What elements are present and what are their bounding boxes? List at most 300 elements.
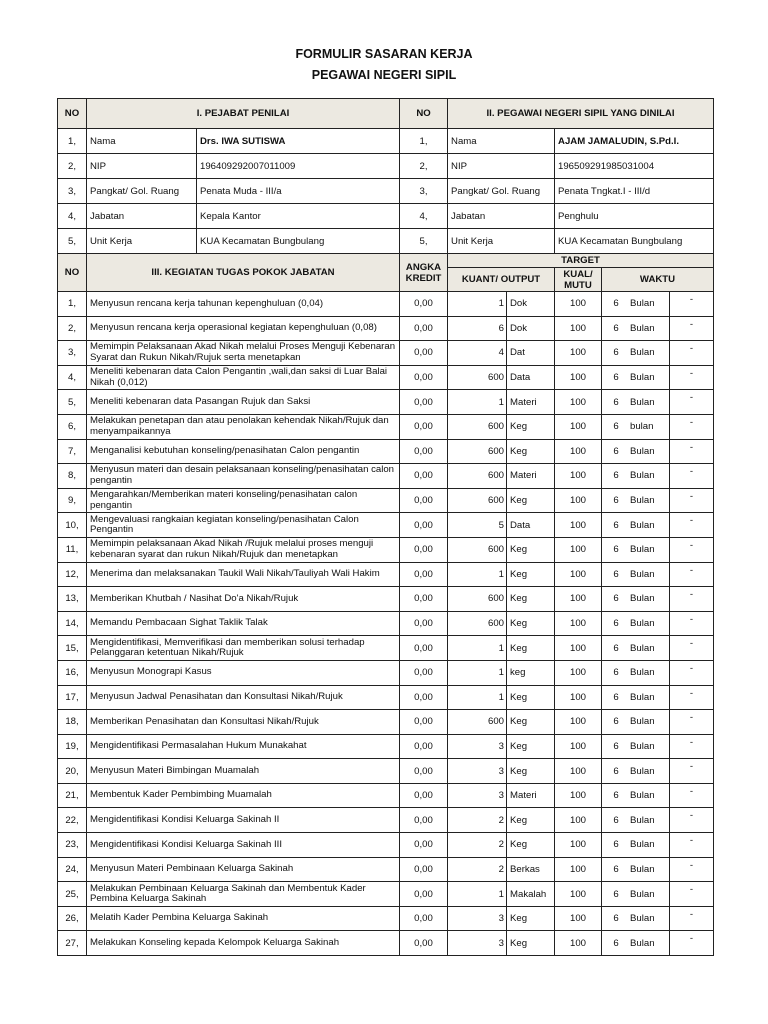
tasks-table: [57, 253, 714, 956]
waktu-header: WAKTU: [602, 268, 714, 292]
task-biaya: -: [670, 906, 714, 931]
task-angka-kredit: 0,00: [400, 734, 448, 759]
task-quantity: 1: [448, 660, 507, 685]
task-description: Memimpin pelaksanaan Akad Nikah /Rujuk melalui proses menguji kebenaran syarat dan rukun Nikah/Rujuk dan menetapkan: [87, 537, 400, 562]
task-output-unit: Keg: [507, 833, 555, 858]
task-waktu: [602, 464, 670, 489]
task-angka-kredit: 0,00: [400, 488, 448, 513]
task-quantity: 600: [448, 439, 507, 464]
task-quantity: 1: [448, 685, 507, 710]
task-no: 2,: [58, 316, 87, 341]
task-waktu: [602, 906, 670, 931]
task-description: Memberikan Penasihatan dan Konsultasi Nikah/Rujuk: [87, 710, 400, 735]
penilai-value: 196409292007011009: [197, 154, 400, 179]
task-no: 17,: [58, 685, 87, 710]
task-waktu: [602, 513, 670, 538]
task-waktu: [602, 488, 670, 513]
task-row: [58, 759, 714, 784]
task-biaya: -: [670, 292, 714, 317]
task-row: [58, 833, 714, 858]
task-row: [58, 341, 714, 366]
task-waktu-unit: Bulan: [630, 740, 655, 752]
task-description: Mengidentifikasi, Memverifikasi dan memberikan solusi terhadap Pelanggaran ketentuan Nikah/Rujuk: [87, 636, 400, 661]
task-no: 21,: [58, 783, 87, 808]
task-waktu: [602, 611, 670, 636]
task-waktu-value: 6: [613, 568, 619, 580]
task-row: [58, 660, 714, 685]
penilai-label: Nama: [87, 129, 197, 154]
task-no: 5,: [58, 390, 87, 415]
task-waktu-unit: Bulan: [630, 593, 655, 605]
kual-label: KUAL/: [563, 268, 593, 280]
task-no: 11,: [58, 537, 87, 562]
task-description: Menyusun Monograpi Kasus: [87, 660, 400, 685]
task-no: 27,: [58, 931, 87, 956]
task-waktu-value: 6: [613, 445, 619, 457]
task-quantity: 1: [448, 390, 507, 415]
task-quantity: 3: [448, 759, 507, 784]
task-quantity: 6: [448, 316, 507, 341]
task-output-unit: Keg: [507, 808, 555, 833]
penilai-value: Penata Muda - III/a: [197, 179, 400, 204]
task-row: [58, 685, 714, 710]
task-kual-mutu: 100: [555, 611, 602, 636]
dinilai-label: Jabatan: [448, 204, 555, 229]
task-row: [58, 857, 714, 882]
task-no: 26,: [58, 906, 87, 931]
task-row: [58, 882, 714, 907]
task-angka-kredit: 0,00: [400, 710, 448, 735]
task-angka-kredit: 0,00: [400, 685, 448, 710]
task-row: [58, 783, 714, 808]
task-kual-mutu: 100: [555, 931, 602, 956]
task-description: Memandu Pembacaan Sighat Taklik Talak: [87, 611, 400, 636]
task-quantity: 3: [448, 734, 507, 759]
task-biaya: -: [670, 537, 714, 562]
task-kual-mutu: 100: [555, 513, 602, 538]
task-description: Melakukan penetapan dan atau penolakan kehendak Nikah/Rujuk dan menyampaikannya: [87, 414, 400, 439]
task-angka-kredit: 0,00: [400, 464, 448, 489]
identity-row: [58, 129, 714, 154]
kegiatan-header: III. KEGIATAN TUGAS POKOK JABATAN: [87, 254, 400, 292]
penilai-value: Drs. IWA SUTISWA: [197, 129, 400, 154]
task-waktu: [602, 390, 670, 415]
task-waktu: [602, 292, 670, 317]
task-description: Melakukan Pembinaan Keluarga Sakinah dan Membentuk Kader Pembina Keluarga Sakinah: [87, 882, 400, 907]
penilai-label: Unit Kerja: [87, 229, 197, 254]
task-biaya: -: [670, 562, 714, 587]
dinilai-no: 2,: [400, 154, 448, 179]
task-no: 6,: [58, 414, 87, 439]
task-waktu: [602, 685, 670, 710]
penilai-value: KUA Kecamatan Bungbulang: [197, 229, 400, 254]
dinilai-no: 4,: [400, 204, 448, 229]
task-row: [58, 808, 714, 833]
task-angka-kredit: 0,00: [400, 316, 448, 341]
task-waktu-value: 6: [613, 298, 619, 310]
task-waktu-unit: Bulan: [630, 667, 655, 679]
task-waktu-value: 6: [613, 716, 619, 728]
task-kual-mutu: 100: [555, 562, 602, 587]
task-kual-mutu: 100: [555, 390, 602, 415]
task-row: [58, 292, 714, 317]
task-waktu-value: 6: [613, 913, 619, 925]
form-subtitle: PEGAWAI NEGERI SIPIL: [311, 68, 457, 82]
task-waktu-value: 6: [613, 691, 619, 703]
penilai-no: 1,: [58, 129, 87, 154]
task-description: Melatih Kader Pembina Keluarga Sakinah: [87, 906, 400, 931]
dinilai-no: 3,: [400, 179, 448, 204]
task-waktu-value: 6: [613, 544, 619, 556]
task-no: 25,: [58, 882, 87, 907]
task-angka-kredit: 0,00: [400, 808, 448, 833]
task-row: [58, 587, 714, 612]
task-row: [58, 414, 714, 439]
task-waktu-unit: Bulan: [630, 642, 655, 654]
task-description: Menganalisi kebutuhan konseling/penasihatan Calon pengantin: [87, 439, 400, 464]
task-no: 23,: [58, 833, 87, 858]
task-row: [58, 734, 714, 759]
task-output-unit: Keg: [507, 931, 555, 956]
task-quantity: 600: [448, 587, 507, 612]
task-biaya: -: [670, 414, 714, 439]
task-output-unit: Keg: [507, 587, 555, 612]
task-description: Mengarahkan/Memberikan materi konseling/penasihatan calon pengantin: [87, 488, 400, 513]
task-output-unit: keg: [507, 660, 555, 685]
task-quantity: 600: [448, 710, 507, 735]
task-angka-kredit: 0,00: [400, 783, 448, 808]
task-no: 7,: [58, 439, 87, 464]
task-description: Mengidentifikasi Kondisi Keluarga Sakinah III: [87, 833, 400, 858]
task-output-unit: Berkas: [507, 857, 555, 882]
task-angka-kredit: 0,00: [400, 611, 448, 636]
task-waktu: [602, 783, 670, 808]
task-biaya: -: [670, 734, 714, 759]
task-angka-kredit: 0,00: [400, 365, 448, 390]
tasks-header-row-1: [58, 254, 714, 268]
task-output-unit: Keg: [507, 611, 555, 636]
task-output-unit: Materi: [507, 390, 555, 415]
task-waktu-value: 6: [613, 790, 619, 802]
identity-header-row: [58, 99, 714, 129]
task-angka-kredit: 0,00: [400, 882, 448, 907]
task-kual-mutu: 100: [555, 636, 602, 661]
task-quantity: 2: [448, 808, 507, 833]
task-biaya: -: [670, 464, 714, 489]
task-biaya: -: [670, 759, 714, 784]
task-no: 19,: [58, 734, 87, 759]
task-waktu: [602, 587, 670, 612]
task-row: [58, 513, 714, 538]
dinilai-label: Unit Kerja: [448, 229, 555, 254]
task-output-unit: Keg: [507, 759, 555, 784]
task-no: 3,: [58, 341, 87, 366]
task-waktu: [602, 365, 670, 390]
task-waktu: [602, 660, 670, 685]
pejabat-penilai-header: I. PEJABAT PENILAI: [87, 99, 400, 129]
task-biaya: -: [670, 685, 714, 710]
task-waktu-value: 6: [613, 937, 619, 949]
task-description: Melakukan Konseling kepada Kelompok Keluarga Sakinah: [87, 931, 400, 956]
penilai-no: 5,: [58, 229, 87, 254]
task-output-unit: Makalah: [507, 882, 555, 907]
task-no: 10,: [58, 513, 87, 538]
task-row: [58, 710, 714, 735]
task-waktu-unit: Bulan: [630, 568, 655, 580]
task-kual-mutu: 100: [555, 857, 602, 882]
task-quantity: 1: [448, 636, 507, 661]
penilai-no: 4,: [58, 204, 87, 229]
task-angka-kredit: 0,00: [400, 513, 448, 538]
task-waktu-unit: Bulan: [630, 347, 655, 359]
penilai-no: 2,: [58, 154, 87, 179]
task-row: [58, 537, 714, 562]
task-waktu: [602, 857, 670, 882]
task-waktu-value: 6: [613, 740, 619, 752]
dinilai-value: Penata Tngkat.I - III/d: [555, 179, 714, 204]
identity-row: [58, 154, 714, 179]
no-header: NO: [58, 254, 87, 292]
task-angka-kredit: 0,00: [400, 537, 448, 562]
task-waktu-value: 6: [613, 470, 619, 482]
task-description: Memberikan Khutbah / Nasihat Do'a Nikah/Rujuk: [87, 587, 400, 612]
task-waktu: [602, 537, 670, 562]
task-waktu-unit: Bulan: [630, 372, 655, 384]
task-waktu-value: 6: [613, 618, 619, 630]
task-quantity: 1: [448, 292, 507, 317]
task-waktu: [602, 734, 670, 759]
dinilai-no: 5,: [400, 229, 448, 254]
task-waktu: [602, 710, 670, 735]
task-description: Menerima dan melaksanakan Taukil Wali Nikah/Tauliyah Wali Hakim: [87, 562, 400, 587]
task-row: [58, 439, 714, 464]
task-biaya: -: [670, 488, 714, 513]
task-no: 4,: [58, 365, 87, 390]
task-angka-kredit: 0,00: [400, 931, 448, 956]
angka-kredit-header: [400, 254, 448, 292]
task-kual-mutu: 100: [555, 414, 602, 439]
task-waktu: [602, 414, 670, 439]
task-biaya: -: [670, 931, 714, 956]
task-description: Menyusun rencana kerja operasional kegiatan kepenghuluan (0,08): [87, 316, 400, 341]
task-description: Mengevaluasi rangkaian kegiatan konseling/penasihatan Calon Pengantin: [87, 513, 400, 538]
task-waktu-value: 6: [613, 396, 619, 408]
mutu-label: MUTU: [564, 279, 592, 291]
task-output-unit: Keg: [507, 636, 555, 661]
dinilai-value: KUA Kecamatan Bungbulang: [555, 229, 714, 254]
task-biaya: -: [670, 636, 714, 661]
task-biaya: -: [670, 611, 714, 636]
task-output-unit: Keg: [507, 562, 555, 587]
task-biaya: -: [670, 365, 714, 390]
task-kual-mutu: 100: [555, 759, 602, 784]
task-quantity: 1: [448, 882, 507, 907]
task-description: Menyusun Jadwal Penasihatan dan Konsultasi Nikah/Rujuk: [87, 685, 400, 710]
task-angka-kredit: 0,00: [400, 660, 448, 685]
task-kual-mutu: 100: [555, 783, 602, 808]
task-angka-kredit: 0,00: [400, 636, 448, 661]
task-output-unit: Dok: [507, 316, 555, 341]
task-kual-mutu: 100: [555, 292, 602, 317]
task-quantity: 600: [448, 414, 507, 439]
task-waktu: [602, 341, 670, 366]
task-angka-kredit: 0,00: [400, 439, 448, 464]
task-waktu-value: 6: [613, 372, 619, 384]
task-output-unit: Keg: [507, 734, 555, 759]
task-quantity: 3: [448, 783, 507, 808]
task-kual-mutu: 100: [555, 464, 602, 489]
task-description: Menyusun materi dan desain pelaksanaan konseling/penasihatan calon pengantin: [87, 464, 400, 489]
task-waktu-value: 6: [613, 347, 619, 359]
task-kual-mutu: 100: [555, 365, 602, 390]
task-output-unit: Keg: [507, 537, 555, 562]
task-waktu-value: 6: [613, 642, 619, 654]
task-waktu-value: 6: [613, 322, 619, 334]
task-description: Meneliti kebenaran data Calon Pengantin ,wali,dan saksi di Luar Balai Nikah (0,012): [87, 365, 400, 390]
task-waktu-unit: Bulan: [630, 470, 655, 482]
no-header-2: NO: [400, 99, 448, 129]
task-no: 8,: [58, 464, 87, 489]
task-biaya: -: [670, 857, 714, 882]
task-angka-kredit: 0,00: [400, 341, 448, 366]
identity-table: [57, 98, 714, 254]
task-description: Menyusun Materi Bimbingan Muamalah: [87, 759, 400, 784]
pns-dinilai-header: II. PEGAWAI NEGERI SIPIL YANG DINILAI: [448, 99, 714, 129]
form-title: FORMULIR SASARAN KERJA: [295, 47, 473, 61]
task-quantity: 2: [448, 833, 507, 858]
task-description: Menyusun Materi Pembinaan Keluarga Sakinah: [87, 857, 400, 882]
task-no: 18,: [58, 710, 87, 735]
task-biaya: -: [670, 660, 714, 685]
task-waktu-unit: Bulan: [630, 913, 655, 925]
task-output-unit: Materi: [507, 464, 555, 489]
dinilai-no: 1,: [400, 129, 448, 154]
task-quantity: 600: [448, 464, 507, 489]
task-angka-kredit: 0,00: [400, 833, 448, 858]
task-waktu-value: 6: [613, 593, 619, 605]
penilai-value: Kepala Kantor: [197, 204, 400, 229]
task-output-unit: Keg: [507, 685, 555, 710]
task-kual-mutu: 100: [555, 710, 602, 735]
task-no: 15,: [58, 636, 87, 661]
task-biaya: -: [670, 587, 714, 612]
task-waktu-unit: Bulan: [630, 519, 655, 531]
identity-row: [58, 204, 714, 229]
task-waktu-unit: bulan: [630, 421, 654, 433]
kual-mutu-header: [555, 268, 602, 292]
task-angka-kredit: 0,00: [400, 390, 448, 415]
task-biaya: -: [670, 341, 714, 366]
task-biaya: -: [670, 783, 714, 808]
task-quantity: 3: [448, 906, 507, 931]
task-biaya: -: [670, 833, 714, 858]
task-waktu: [602, 636, 670, 661]
task-no: 24,: [58, 857, 87, 882]
task-row: [58, 488, 714, 513]
penilai-label: Pangkat/ Gol. Ruang: [87, 179, 197, 204]
task-biaya: -: [670, 390, 714, 415]
task-row: [58, 390, 714, 415]
task-output-unit: Data: [507, 513, 555, 538]
task-kual-mutu: 100: [555, 685, 602, 710]
task-waktu-value: 6: [613, 421, 619, 433]
task-no: 9,: [58, 488, 87, 513]
task-biaya: -: [670, 808, 714, 833]
task-waktu: [602, 759, 670, 784]
task-row: [58, 906, 714, 931]
task-row: [58, 365, 714, 390]
task-no: 12,: [58, 562, 87, 587]
task-quantity: 2: [448, 857, 507, 882]
penilai-label: Jabatan: [87, 204, 197, 229]
task-waktu-unit: Bulan: [630, 716, 655, 728]
task-no: 20,: [58, 759, 87, 784]
task-quantity: 3: [448, 931, 507, 956]
task-angka-kredit: 0,00: [400, 292, 448, 317]
task-row: [58, 562, 714, 587]
task-waktu-unit: Bulan: [630, 495, 655, 507]
task-kual-mutu: 100: [555, 660, 602, 685]
task-description: Mengidentifikasi Kondisi Keluarga Sakinah II: [87, 808, 400, 833]
task-quantity: 600: [448, 611, 507, 636]
task-waktu-unit: Bulan: [630, 691, 655, 703]
task-biaya: -: [670, 316, 714, 341]
task-output-unit: Materi: [507, 783, 555, 808]
task-waktu-unit: Bulan: [630, 298, 655, 310]
task-waktu: [602, 316, 670, 341]
task-waktu-unit: Bulan: [630, 396, 655, 408]
task-output-unit: Keg: [507, 488, 555, 513]
task-waktu: [602, 439, 670, 464]
task-description: Meneliti kebenaran data Pasangan Rujuk dan Saksi: [87, 390, 400, 415]
task-waktu-unit: Bulan: [630, 863, 655, 875]
task-angka-kredit: 0,00: [400, 562, 448, 587]
task-kual-mutu: 100: [555, 439, 602, 464]
penilai-label: NIP: [87, 154, 197, 179]
dinilai-value: Penghulu: [555, 204, 714, 229]
task-description: Membentuk Kader Pembimbing Muamalah: [87, 783, 400, 808]
task-output-unit: Dat: [507, 341, 555, 366]
task-row: [58, 636, 714, 661]
task-biaya: -: [670, 439, 714, 464]
task-waktu-unit: Bulan: [630, 937, 655, 949]
task-waktu: [602, 833, 670, 858]
task-no: 1,: [58, 292, 87, 317]
task-row: [58, 931, 714, 956]
task-waktu-unit: Bulan: [630, 544, 655, 556]
task-waktu-value: 6: [613, 765, 619, 777]
task-output-unit: Keg: [507, 439, 555, 464]
task-no: 22,: [58, 808, 87, 833]
task-waktu-unit: Bulan: [630, 888, 655, 900]
task-output-unit: Keg: [507, 906, 555, 931]
task-kual-mutu: 100: [555, 882, 602, 907]
task-waktu-value: 6: [613, 519, 619, 531]
task-waktu-unit: Bulan: [630, 445, 655, 457]
task-kual-mutu: 100: [555, 316, 602, 341]
task-kual-mutu: 100: [555, 537, 602, 562]
kredit-label: KREDIT: [405, 272, 442, 284]
task-no: 13,: [58, 587, 87, 612]
task-biaya: -: [670, 882, 714, 907]
task-output-unit: Data: [507, 365, 555, 390]
task-quantity: 600: [448, 537, 507, 562]
dinilai-label: Nama: [448, 129, 555, 154]
target-header: TARGET: [448, 254, 714, 268]
task-waktu-unit: Bulan: [630, 618, 655, 630]
task-row: [58, 464, 714, 489]
identity-row: [58, 229, 714, 254]
